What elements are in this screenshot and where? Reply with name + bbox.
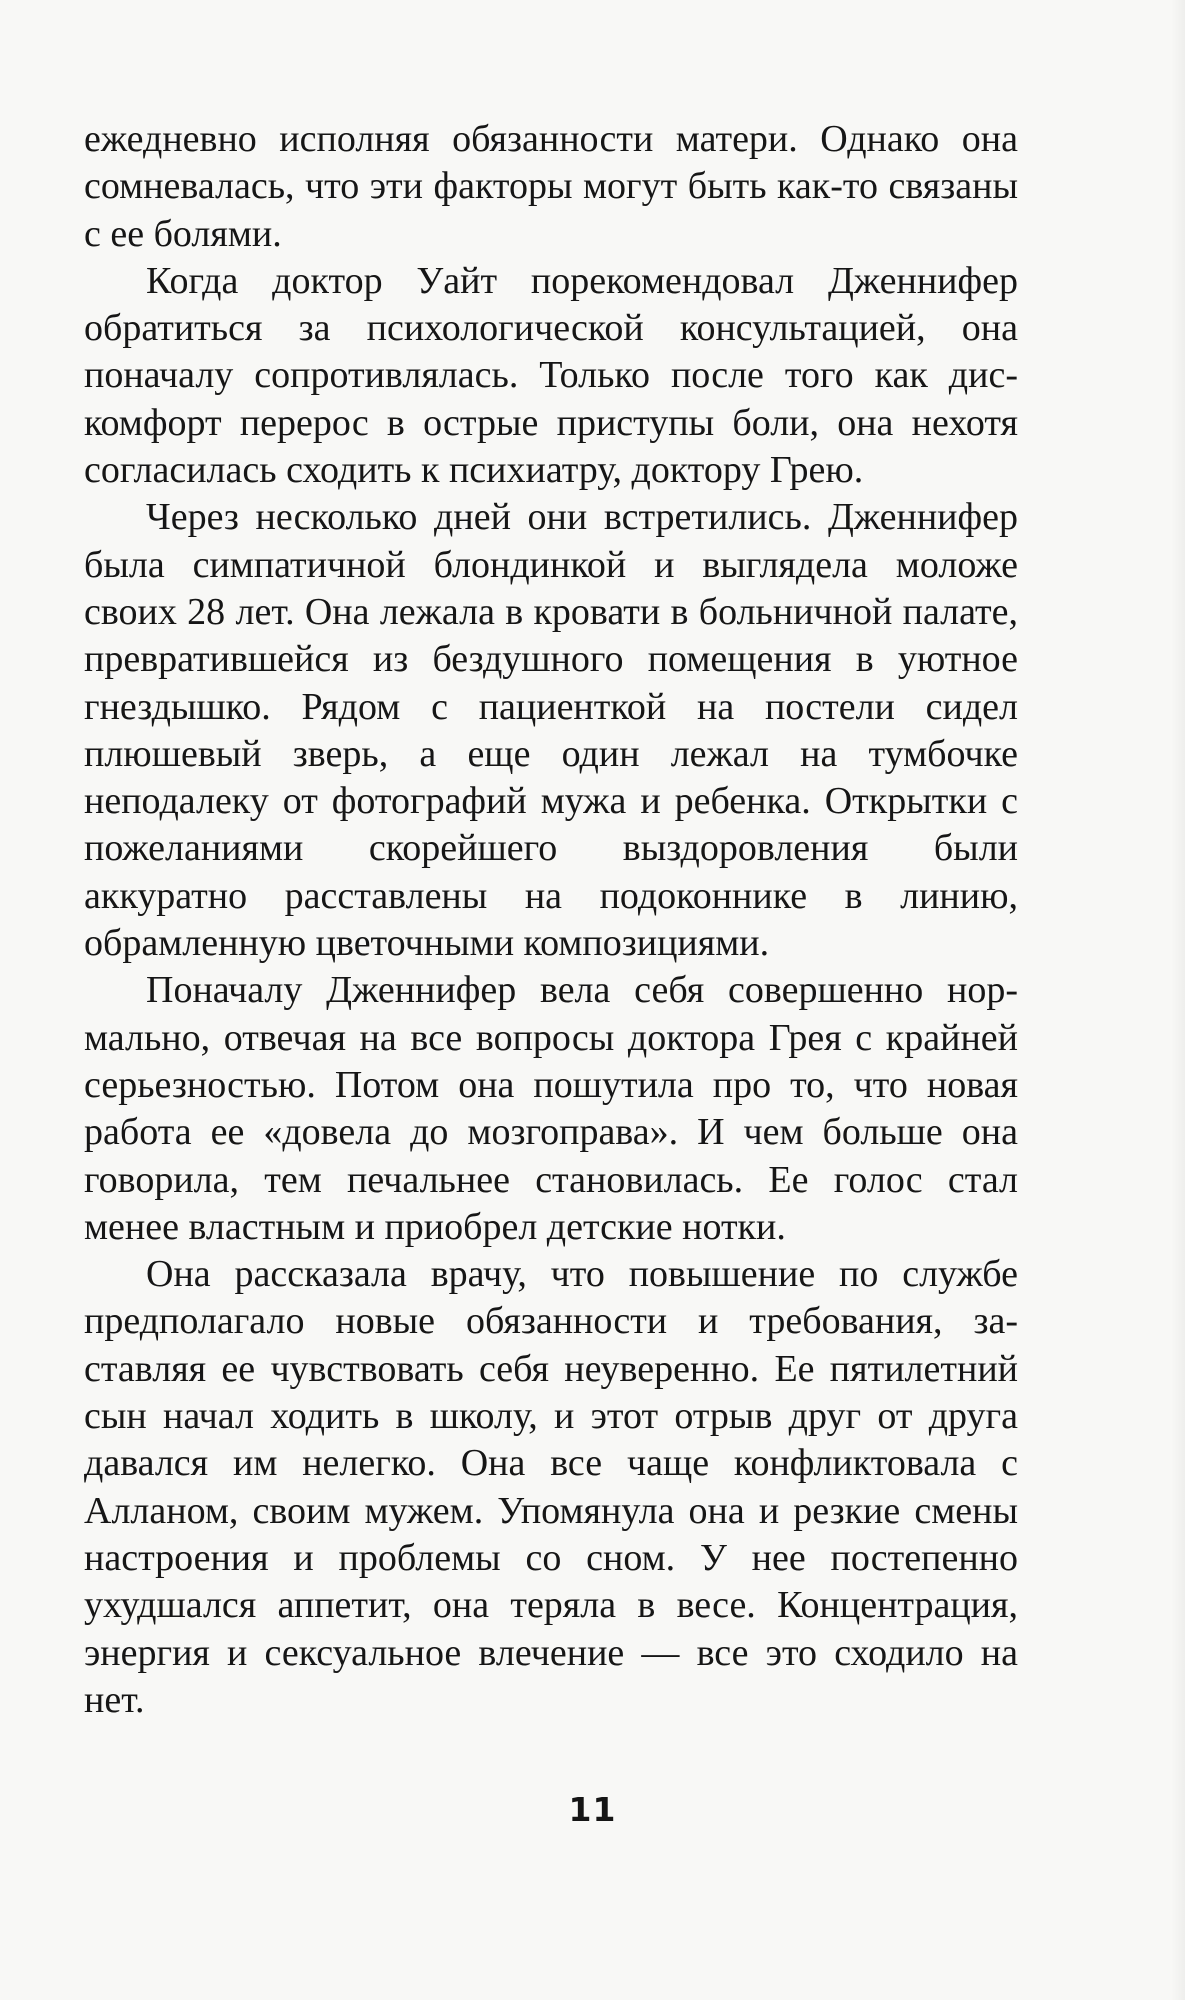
paragraph-1: ежедневно исполняя обязанности матери. Однако она сомневалась, что эти факторы могут быть как-то связаны с ее болями. [84, 118, 1018, 255]
paragraph-3: Через несколько дней они встретились. Дженнифер была симпатичной блондинкой и выглядела моложе своих 28 лет. Она лежала в кровати в больничной палате, превратившейся из бездушного помещения в уютное гнездышко. Рядом с пациенткой на постели сидел плюшевый зверь, а еще один лежал на тумбочке неподалеку от фотографий мужа и ребенка. Открытки с пожеланиями скорейшего выздоровления были аккуратно расставлены на подоконнике в линию, обрамленную цветочными композициями. [84, 496, 1018, 965]
scan-edge-shadow [1171, 0, 1185, 2000]
page-number: 11 [568, 1790, 617, 1829]
paragraph-5: Она рассказала врачу, что повышение по службе предполагало новые обязанности и требования, заставляя ее чувствовать себя неуверенно. Ее пятилетний сын начал ходить в школу, и этот отрыв друг от друга давался им нелегко. Она все чаще конфликтовала с Алланом, своим мужем. Упомянула она и резкие смены настроения и проблемы со сном. У нее постепенно ухудшался аппетит, она теряла в весе. Концентрация, энергия и сексуальное влечение — все это сходило на нет. [84, 1253, 1018, 1721]
paragraph-4: Поначалу Дженнифер вела себя совершенно нормально, отвечая на все вопросы доктора Грея с крайней серьезностью. Потом она пошутила про то, что новая работа ее «довела до мозгоправа». И чем больше она говорила, тем печальнее становилась. Ее голос стал менее властным и приобрел детские нотки. [84, 969, 1018, 1248]
paragraph-2: Когда доктор Уайт порекомендовал Дженнифер обратиться за психологической консультацией, она поначалу сопротивлялась. Только после того как дискомфорт перерос в острые приступы боли, она нехотя согласилась сходить к психиатру, доктору Грею. [84, 259, 1018, 492]
body-text [84, 116, 1018, 1724]
